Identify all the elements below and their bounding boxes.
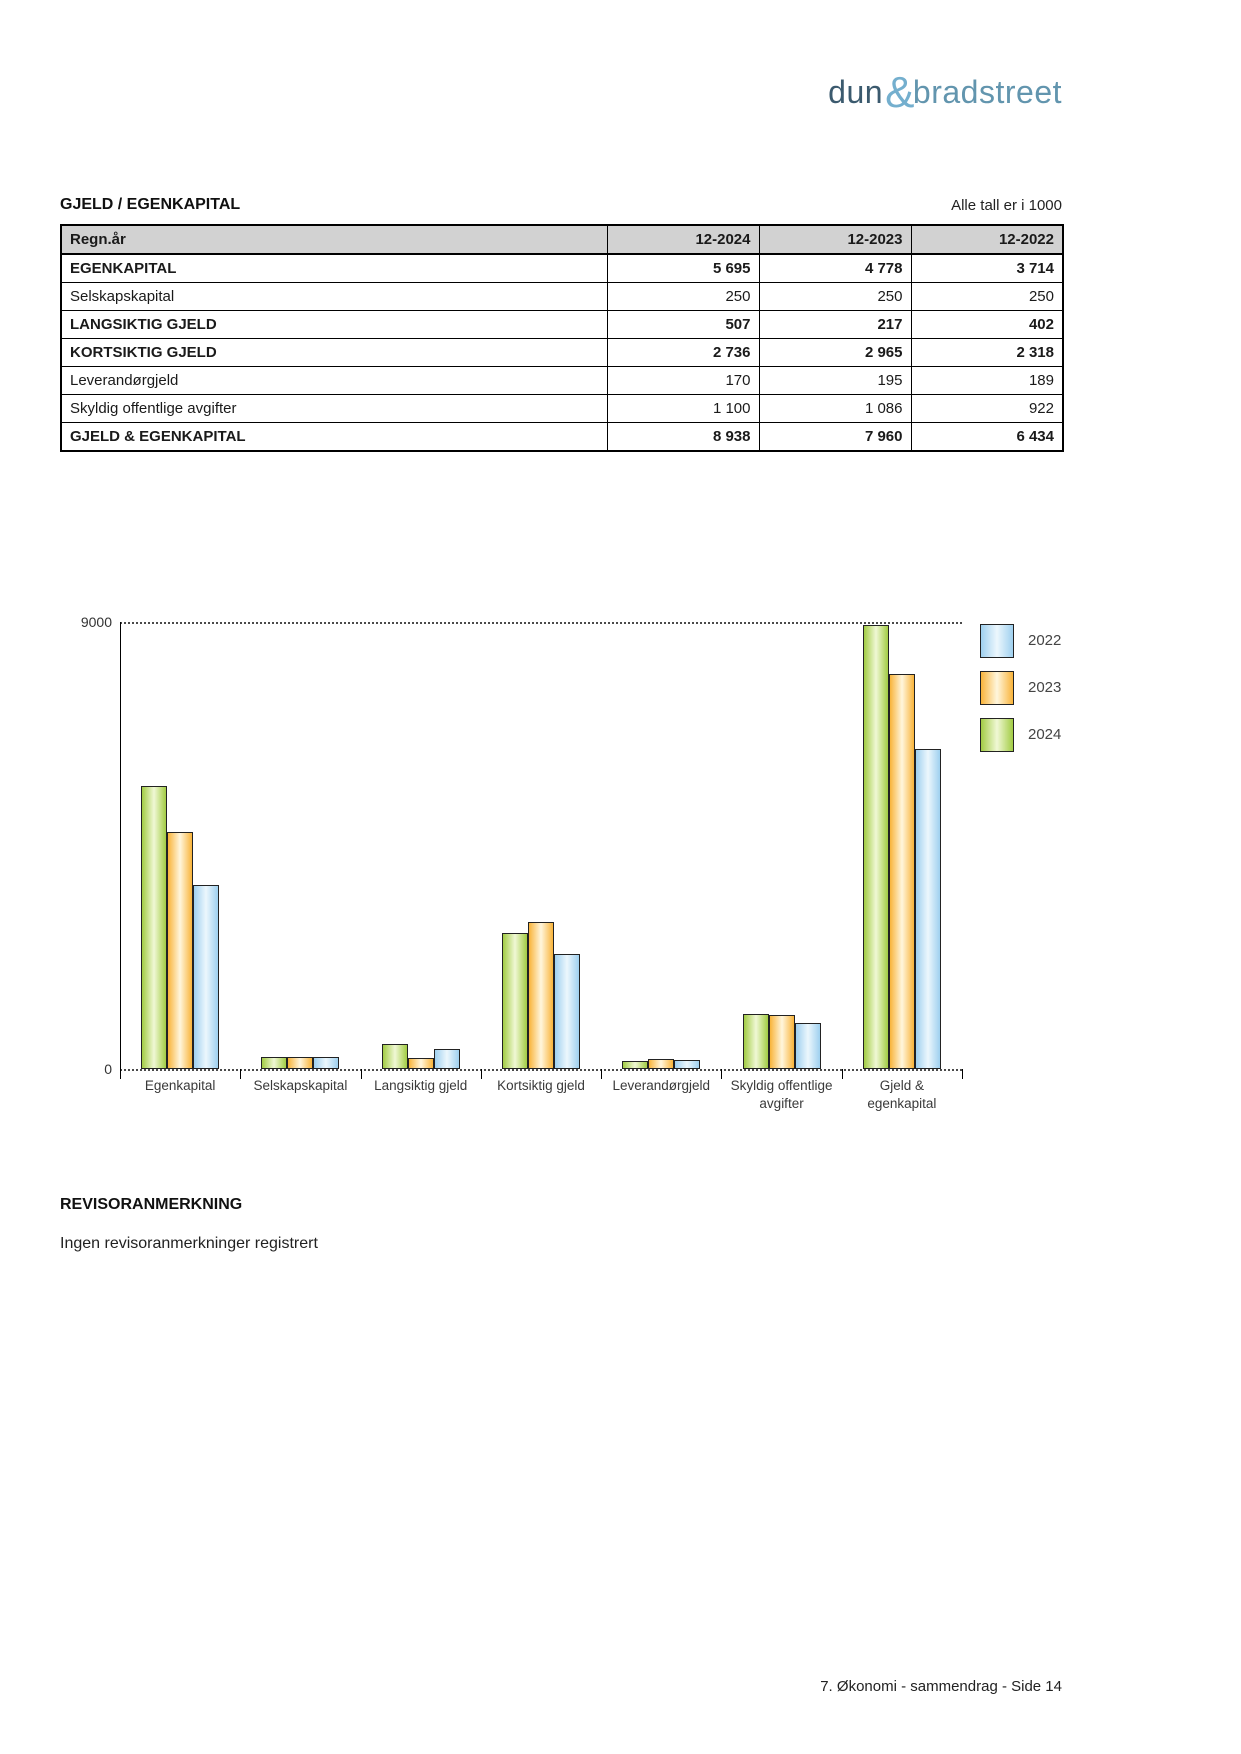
row-value: 4 778 — [759, 254, 911, 283]
x-axis-tick — [721, 1069, 722, 1079]
units-note: Alle tall er i 1000 — [951, 197, 1062, 214]
logo-text-bradstreet: bradstreet — [912, 74, 1062, 110]
x-axis-tick — [240, 1069, 241, 1079]
legend-entry — [980, 671, 1100, 705]
x-axis-tick — [361, 1069, 362, 1079]
table-header-row — [61, 225, 1063, 254]
row-value: 250 — [759, 283, 911, 311]
bar-2024 — [261, 1057, 287, 1069]
bar-2022 — [915, 749, 941, 1069]
bar-2023 — [889, 674, 915, 1069]
bar-2022 — [554, 954, 580, 1069]
bar-2022 — [313, 1057, 339, 1069]
bar-2024 — [622, 1061, 648, 1069]
bar-chart — [0, 555, 1241, 1155]
row-value: 217 — [759, 311, 911, 339]
row-label: GJELD & EGENKAPITAL — [61, 423, 607, 452]
bar-2022 — [193, 885, 219, 1069]
table-row — [61, 311, 1063, 339]
x-axis-label: Langsiktig gjeld — [374, 1078, 468, 1093]
bar-2023 — [287, 1057, 313, 1069]
table-row — [61, 339, 1063, 367]
bar-2023 — [167, 832, 193, 1069]
row-value: 250 — [607, 283, 759, 311]
row-label: Leverandørgjeld — [61, 367, 607, 395]
revisor-body: Ingen revisoranmerkninger registrert — [60, 1235, 318, 1252]
x-axis-label: Skyldig offentlige avgifter — [730, 1078, 833, 1111]
row-value: 5 695 — [607, 254, 759, 283]
row-value: 250 — [911, 283, 1063, 311]
table-row — [61, 395, 1063, 423]
logo-text-dun: dun — [828, 74, 884, 110]
bar-2024 — [743, 1014, 769, 1069]
table-row — [61, 254, 1063, 283]
row-label: Skyldig offentlige avgifter — [61, 395, 607, 423]
page-footer: 7. Økonomi - sammendrag - Side 14 — [820, 1678, 1062, 1695]
row-label: EGENKAPITAL — [61, 254, 607, 283]
row-value: 402 — [911, 311, 1063, 339]
gridline-top — [120, 622, 962, 624]
table-row — [61, 423, 1063, 452]
revisor-heading: REVISORANMERKNING — [60, 1196, 243, 1213]
x-axis-tick — [601, 1069, 602, 1079]
x-axis-label: Selskapskapital — [253, 1078, 348, 1093]
y-tick-label: 9000 — [80, 614, 112, 630]
row-label: LANGSIKTIG GJELD — [61, 311, 607, 339]
row-value: 1 100 — [607, 395, 759, 423]
bar-2023 — [408, 1058, 434, 1069]
x-axis-label: Kortsiktig gjeld — [497, 1078, 585, 1093]
row-value: 2 318 — [911, 339, 1063, 367]
table-row — [61, 283, 1063, 311]
baseline — [120, 1069, 962, 1071]
x-axis-tick — [842, 1069, 843, 1079]
section-title: GJELD / EGENKAPITAL — [60, 196, 241, 213]
bar-2024 — [502, 933, 528, 1069]
row-value: 7 960 — [759, 423, 911, 452]
financial-table — [60, 224, 1064, 452]
x-axis-tick — [962, 1069, 963, 1079]
x-axis-tick — [120, 1069, 121, 1079]
bar-2022 — [434, 1049, 460, 1069]
row-value: 170 — [607, 367, 759, 395]
column-header-year: 12-2023 — [759, 225, 911, 254]
legend-swatch-2022 — [980, 624, 1014, 658]
legend-label: 2022 — [1028, 632, 1062, 649]
y-axis — [120, 622, 121, 1069]
legend-swatch-2024 — [980, 718, 1014, 752]
x-axis-label: Leverandørgjeld — [612, 1078, 711, 1093]
dun-bradstreet-logo — [828, 68, 1062, 118]
bar-2024 — [141, 786, 167, 1069]
x-axis-label: Gjeld & egenkapital — [867, 1078, 937, 1111]
row-value: 507 — [607, 311, 759, 339]
legend-entry — [980, 624, 1100, 658]
x-axis-label: Egenkapital — [144, 1078, 216, 1093]
legend-entry — [980, 718, 1100, 752]
legend-swatch-2023 — [980, 671, 1014, 705]
column-header-year: 12-2022 — [911, 225, 1063, 254]
row-value: 3 714 — [911, 254, 1063, 283]
bar-2022 — [795, 1023, 821, 1069]
row-value: 6 434 — [911, 423, 1063, 452]
legend-label: 2024 — [1028, 726, 1062, 743]
table-row — [61, 367, 1063, 395]
bar-2023 — [648, 1059, 674, 1069]
row-value: 8 938 — [607, 423, 759, 452]
row-value: 195 — [759, 367, 911, 395]
y-tick-label: 0 — [104, 1061, 112, 1077]
row-value: 189 — [911, 367, 1063, 395]
row-label: KORTSIKTIG GJELD — [61, 339, 607, 367]
row-value: 1 086 — [759, 395, 911, 423]
row-value: 2 965 — [759, 339, 911, 367]
column-header-label: Regn.år — [61, 225, 607, 254]
row-label: Selskapskapital — [61, 283, 607, 311]
bar-2024 — [863, 625, 889, 1069]
bar-2023 — [769, 1015, 795, 1069]
ampersand-icon: & — [885, 68, 915, 117]
bar-2022 — [674, 1060, 700, 1069]
x-axis-tick — [481, 1069, 482, 1079]
row-value: 2 736 — [607, 339, 759, 367]
legend-label: 2023 — [1028, 679, 1062, 696]
row-value: 922 — [911, 395, 1063, 423]
bar-2023 — [528, 922, 554, 1069]
column-header-year: 12-2024 — [607, 225, 759, 254]
bar-2024 — [382, 1044, 408, 1069]
table-body — [61, 254, 1063, 451]
